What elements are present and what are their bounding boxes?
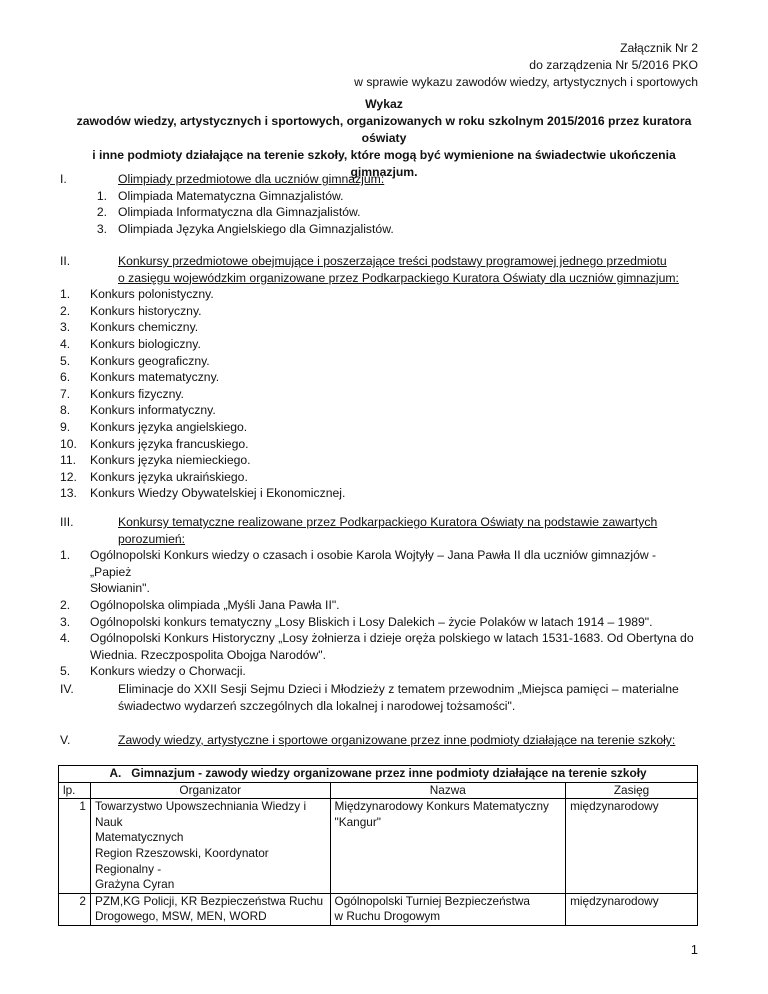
header-line: Załącznik Nr 2 bbox=[620, 41, 698, 55]
list-number: 12. bbox=[60, 469, 77, 484]
column-header-organizator: Organizator bbox=[90, 782, 330, 799]
section-heading: Olimpiady przedmiotowe dla uczniów gimnazjum: bbox=[118, 172, 385, 186]
section-heading: o zasięgu wojewódzkim organizowane przez Podkarpackiego Kuratora Oświaty dla uczniów gimnazjum: bbox=[118, 270, 679, 285]
cell-lp: 1 bbox=[59, 799, 91, 894]
section-heading: porozumień: bbox=[118, 531, 186, 546]
attachment-header bbox=[354, 40, 698, 91]
list-number: 4. bbox=[60, 336, 71, 351]
list-item: Ogólnopolski Konkurs Historyczny „Losy żołnierza i dzieje oręża polskiego w latach 1531-1683. Od Obertyna do Wiednia. Rzeczpospolita Obojga Narodów". bbox=[90, 631, 694, 662]
section-numeral: II. bbox=[60, 254, 71, 268]
list-item: Konkurs historyczny. bbox=[90, 303, 202, 318]
cell-nazwa: Międzynarodowy Konkurs Matematyczny "Kangur" bbox=[330, 799, 566, 894]
list-item: Olimpiada Matematyczna Gimnazjalistów. bbox=[118, 188, 344, 203]
section-olimpiady bbox=[60, 171, 700, 237]
list-item: Konkurs biologiczny. bbox=[90, 336, 201, 351]
section-numeral: V. bbox=[60, 733, 71, 747]
list-number: 3. bbox=[60, 614, 71, 629]
column-header-lp: lp. bbox=[59, 782, 91, 799]
header-line: w sprawie wykazu zawodów wiedzy, artystycznych i sportowych bbox=[354, 75, 698, 89]
table-row bbox=[59, 799, 698, 894]
list-item: Ogólnopolski Konkurs wiedzy o czasach i osobie Karola Wojtyły – Jana Pawła II dla uczniów gimnazjów - „Papież Słowianin". bbox=[90, 548, 657, 596]
section-text: Eliminacje do XXII Sesji Sejmu Dzieci i Młodzieży z tematem przewodnim „Miejsca pamięci – materialne bbox=[118, 682, 679, 696]
table-caption-row bbox=[59, 766, 698, 783]
list-number: 2. bbox=[96, 205, 107, 220]
cell-zasieg: międzynarodowy bbox=[566, 893, 698, 925]
section-text: świadectwo wydarzeń szczególnych dla lokalnej i narodowej tożsamości". bbox=[118, 698, 516, 713]
list-number: 13. bbox=[60, 486, 77, 501]
cell-nazwa: Ogólnopolski Turniej Bezpieczeństwa w Ruchu Drogowym bbox=[330, 893, 566, 925]
list-number: 1. bbox=[60, 287, 71, 302]
table-row bbox=[59, 893, 698, 925]
table-caption: A. Gimnazjum - zawody wiedzy organizowane przez inne podmioty działające na terenie szkoły bbox=[59, 766, 698, 783]
section-zawody-inne bbox=[60, 732, 700, 749]
list-number: 10. bbox=[60, 436, 77, 451]
section-heading: Konkursy tematyczne realizowane przez Podkarpackiego Kuratora Oświaty na podstawie zawartych bbox=[118, 515, 658, 529]
list-item: Konkurs języka francuskiego. bbox=[90, 436, 249, 451]
list-number: 8. bbox=[60, 403, 71, 418]
list-number: 3. bbox=[96, 221, 107, 236]
list-item: Konkurs języka ukraińskiego. bbox=[90, 469, 248, 484]
list-number: 2. bbox=[60, 303, 71, 318]
list-item: Olimpiada Informatyczna dla Gimnazjalistów. bbox=[118, 205, 361, 220]
list-item: Olimpiada Języka Angielskiego dla Gimnazjalistów. bbox=[118, 221, 394, 236]
list-number: 5. bbox=[60, 664, 71, 679]
list-number: 9. bbox=[60, 419, 71, 434]
list-item: Ogólnopolski konkurs tematyczny „Losy Bliskich i Losy Dalekich – życie Polaków w latach 1914 – 1989". bbox=[90, 614, 653, 629]
list-number: 5. bbox=[60, 353, 71, 368]
title-line: Wykaz bbox=[365, 97, 403, 111]
title-line: i inne podmioty działające na terenie szkoły, które mogą być wymienione na świadectwie ukończenia gimnazjum. bbox=[92, 148, 676, 179]
section-numeral: I. bbox=[60, 172, 67, 186]
list-item: Ogólnopolska olimpiada „Myśli Jana Pawła II". bbox=[90, 597, 340, 612]
list-item: Konkurs fizyczny. bbox=[90, 386, 184, 401]
section-numeral: III. bbox=[60, 515, 74, 529]
page-number: 1 bbox=[690, 942, 698, 957]
document-title bbox=[70, 96, 698, 181]
column-header-nazwa: Nazwa bbox=[330, 782, 566, 799]
section-heading: Zawody wiedzy, artystyczne i sportowe organizowane przez inne podmioty działające na terenie szkoły: bbox=[118, 733, 676, 747]
cell-organizator: Towarzystwo Upowszechniania Wiedzy i Nauk Matematycznych Region Rzeszowski, Koordynator Regionalny - Grażyna Cyran bbox=[90, 799, 330, 894]
section-konkursy-przedmiotowe bbox=[60, 253, 700, 502]
list-number: 4. bbox=[60, 631, 71, 646]
list-number: 1. bbox=[96, 188, 107, 203]
competitions-table bbox=[58, 765, 698, 926]
section-konkursy-tematyczne bbox=[60, 514, 700, 680]
list-number: 2. bbox=[60, 597, 71, 612]
list-item: Konkurs chemiczny. bbox=[90, 320, 199, 335]
section-sejm-dzieci bbox=[60, 681, 700, 714]
list-number: 7. bbox=[60, 386, 71, 401]
header-line: do zarządzenia Nr 5/2016 PKO bbox=[529, 58, 698, 72]
list-number: 3. bbox=[60, 320, 71, 335]
section-heading: Konkursy przedmiotowe obejmujące i poszerzające treści podstawy programowej jednego przedmiotu bbox=[118, 254, 667, 268]
list-item: Konkurs języka niemieckiego. bbox=[90, 453, 251, 468]
cell-zasieg: międzynarodowy bbox=[566, 799, 698, 894]
section-numeral: IV. bbox=[60, 682, 74, 696]
title-line: zawodów wiedzy, artystycznych i sportowych, organizowanych w roku szkolnym 2015/2016 przez kuratora oświaty bbox=[76, 114, 692, 145]
table-header-row bbox=[59, 782, 698, 799]
list-item: Konkurs Wiedzy Obywatelskiej i Ekonomicznej. bbox=[90, 486, 346, 501]
cell-lp: 2 bbox=[59, 893, 91, 925]
list-item: Konkurs wiedzy o Chorwacji. bbox=[90, 664, 246, 679]
list-number: 11. bbox=[60, 453, 77, 468]
list-item: Konkurs języka angielskiego. bbox=[90, 419, 248, 434]
cell-organizator: PZM,KG Policji, KR Bezpieczeństwa Ruchu Drogowego, MSW, MEN, WORD bbox=[90, 893, 330, 925]
list-item: Konkurs geograficzny. bbox=[90, 353, 210, 368]
column-header-zasieg: Zasięg bbox=[566, 782, 698, 799]
list-item: Konkurs matematyczny. bbox=[90, 370, 220, 385]
list-number: 1. bbox=[60, 548, 71, 563]
list-item: Konkurs informatyczny. bbox=[90, 403, 216, 418]
list-number: 6. bbox=[60, 370, 71, 385]
list-item: Konkurs polonistyczny. bbox=[90, 287, 214, 302]
